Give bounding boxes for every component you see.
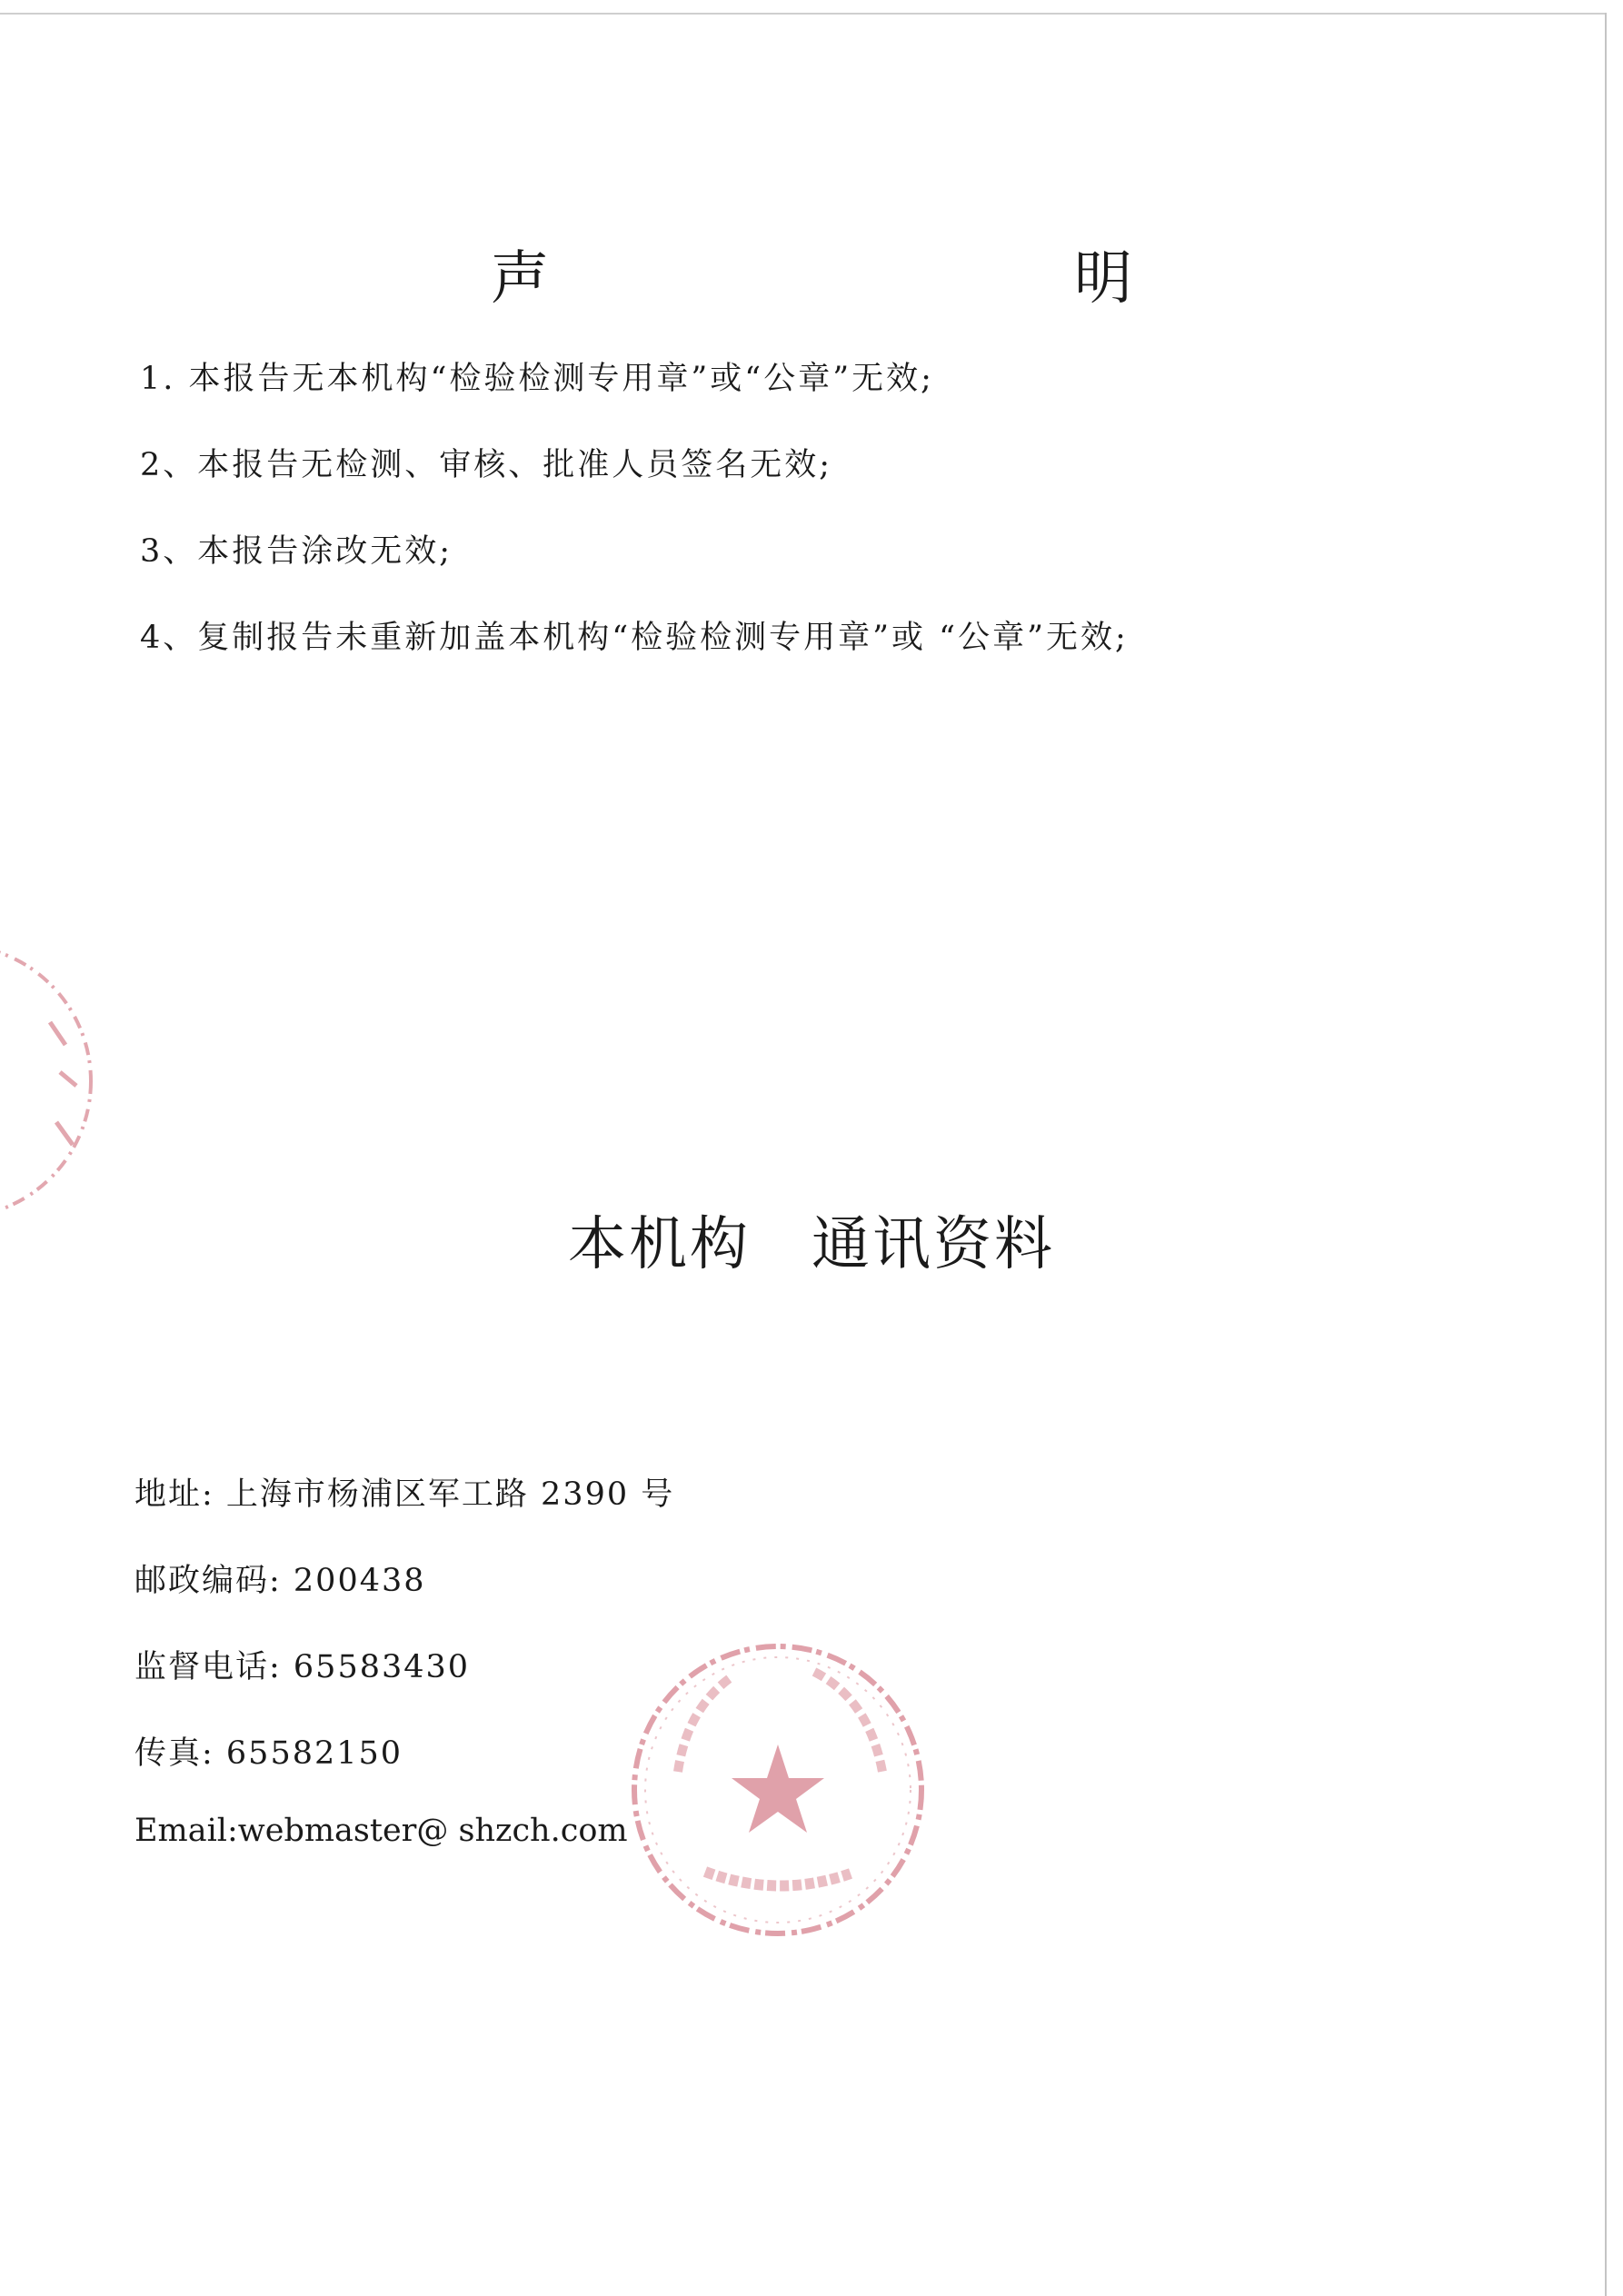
email: Email:webmaster@ shzch.com bbox=[134, 1813, 628, 1849]
fax: 传真: 65582150 bbox=[134, 1735, 403, 1772]
declaration-item: 3、本报告涂改无效; bbox=[140, 533, 453, 570]
scan-edge-right bbox=[1605, 13, 1607, 2296]
supervision-phone: 监督电话: 65583430 bbox=[134, 1649, 471, 1685]
declaration-title: 声 明 bbox=[491, 245, 1269, 313]
address: 地址: 上海市杨浦区军工路 2390 号 bbox=[134, 1476, 675, 1513]
scan-edge-top bbox=[0, 13, 1607, 15]
contact-title: 本机构 通讯资料 bbox=[568, 1211, 1055, 1278]
declaration-item: 1. 本报告无本机构“检验检测专用章”或“公章”无效; bbox=[140, 361, 934, 397]
declaration-item: 4、复制报告未重新加盖本机构“检验检测专用章”或 “公章”无效; bbox=[140, 620, 1129, 656]
declaration-list bbox=[140, 356, 1129, 701]
declaration-item: 2、本报告无检测、审核、批准人员签名无效; bbox=[140, 447, 833, 483]
contact-info bbox=[134, 1472, 674, 1863]
partial-seal-stamp bbox=[0, 936, 100, 1227]
postcode: 邮政编码: 200438 bbox=[134, 1563, 426, 1599]
